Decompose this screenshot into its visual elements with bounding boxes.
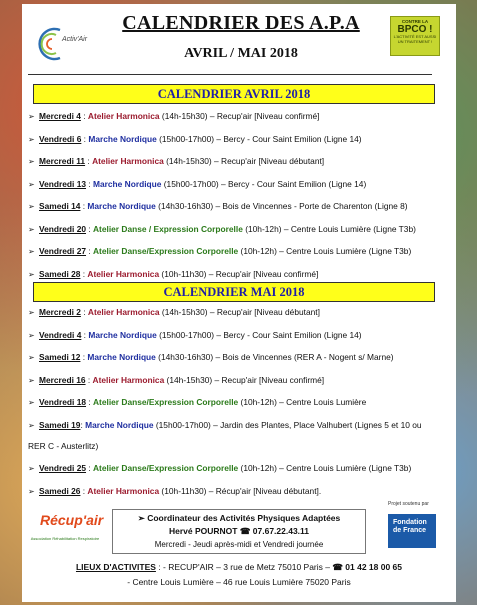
bpco-badge-line3: L'ACTIVITÉ EST AUSSI UN TRAITEMENT ! [393,34,437,44]
location-recupair: : - RECUP'AIR – 3 rue de Metz 75010 Paris – [155,562,333,572]
april-event-row [28,133,448,157]
event-separator: : [86,246,93,256]
event-activity: Atelier Harmonica [87,268,160,279]
event-date: Vendredi 6 [39,133,82,144]
header [22,4,456,82]
bullet-arrow-icon: ➢ [28,247,35,256]
event-details: (10h-11h30) – Recup'air [Niveau confirmé] [159,268,319,279]
recupair-logo-text: Récup'air [40,512,104,528]
coordinator-hours: Mercredi - Jeudi après-midi et Vendredi journée [154,540,324,549]
recupair-logo-tagline: Association Réhabilitation Respiratoire [30,536,100,541]
event-separator: : [86,178,93,189]
coordinator-title-text: Coordinateur des Activités Physiques Adaptées [147,513,341,523]
coordinator-contact: Hervé POURNOT ☎ 07.67.22.43.11 [168,526,310,536]
bullet-arrow-icon: ➢ [28,112,35,121]
event-separator: : [80,268,88,279]
event-activity: Marche Nordique [87,201,156,211]
location-phone: ☎ 01 42 18 00 65 [332,562,403,572]
event-activity: Atelier Harmonica [87,307,160,317]
page-subtitle: AVRIL / MAI 2018 [184,46,298,61]
event-details: (14h-15h30) – Recup'air [Niveau confirmé] [164,374,325,385]
event-details-continued: RER C - Austerlitz) [28,440,99,451]
event-details: (15h00-17h00) – Bercy - Cour Saint Emilion (Ligne 14) [156,133,362,144]
event-details: (14h-15h30) – Recup'air [Niveau débutant] [163,156,325,166]
event-activity: Marche Nordique [87,352,156,362]
event-separator: : [81,133,89,144]
event-activity: Marche Nordique [93,178,162,189]
event-activity: Marche Nordique [85,419,154,430]
bullet-arrow-icon: ➢ [28,353,35,362]
fondation-name: Fondation de France [388,514,436,548]
event-date: Mercredi 4 [39,111,81,121]
bullet-arrow-icon: ➢ [28,179,35,189]
bullet-arrow-icon: ➢ [28,269,35,279]
event-separator: : [81,329,89,340]
may-event-row [28,329,448,353]
coordinator-title: ➢ Coordinateur des Activités Physiques Adaptées [137,513,341,523]
event-details: (10h-12h) – Centre Louis Lumière (Ligne T3b) [242,223,416,234]
may-event-row [28,419,448,463]
event-activity: Marche Nordique [88,133,157,144]
april-event-row [28,110,448,134]
event-activity: Atelier Harmonica [87,111,160,121]
may-event-row [28,374,448,398]
locations-label: LIEUX D'ACTIVITES [75,562,156,572]
may-event-row [28,462,448,486]
event-separator: : [80,111,88,121]
event-date: Vendredi 25 [39,463,87,473]
bullet-arrow-icon: ➢ [28,486,35,496]
bullet-arrow-icon: ➢ [28,330,35,340]
bullet-arrow-icon: ➢ [28,420,35,430]
april-event-row [28,178,448,202]
event-separator: : [85,374,93,385]
event-details: (14h-15h30) – Recup'air [Niveau confirmé] [159,111,320,121]
event-separator: : [86,463,93,473]
event-separator: : [86,397,93,407]
event-date: Mercredi 16 [39,374,86,385]
event-separator: : [80,352,88,362]
event-date: Samedi 14 [39,201,81,211]
bullet-arrow-icon: ➢ [28,398,35,407]
event-activity: Atelier Danse/Expression Corporelle [93,463,239,473]
event-details: (10h-12h) – Centre Louis Lumière (Ligne T3b) [238,246,412,256]
bullet-arrow-icon: ➢ [28,224,35,234]
event-details: (14h-15h30) – Recup'air [Niveau débutant] [159,307,320,317]
activair-logo-text: Activ'Air [62,36,88,43]
location-line-2: - Centre Louis Lumière – 46 rue Louis Lumière 75020 Paris [127,577,351,587]
fondation-logo [388,502,442,552]
april-event-row [28,245,448,269]
event-date: Samedi 12 [39,352,81,362]
may-heading: CALENDRIER MAI 2018 [33,282,435,302]
may-event-row [28,485,448,509]
event-date: Samedi 19 [39,419,81,430]
event-separator: : [85,156,93,166]
event-activity: Atelier Harmonica [87,485,160,496]
event-details: (15h00-17h00) – Jardin des Plantes, Place Valhubert (Lignes 5 et 10 ou [153,419,422,430]
event-details: (10h-11h30) – Récup'air [Niveau débutant]. [159,485,322,496]
event-details: (15h00-17h00) – Bercy - Cour Saint Emilion (Ligne 14) [156,329,362,340]
calendar-sheet [22,4,456,602]
april-event-row [28,155,448,179]
event-date: Vendredi 18 [39,397,87,407]
event-date: Vendredi 4 [39,329,82,340]
april-event-row [28,223,448,247]
fondation-pre: Projet soutenu par [388,501,429,507]
bullet-arrow-icon: ➢ [28,134,35,144]
event-details: (10h-12h) – Centre Louis Lumière [238,397,367,407]
bpco-badge-line2: BPCO ! [397,24,433,35]
event-date: Mercredi 11 [39,156,86,166]
event-separator: : [80,201,88,211]
event-date: Mercredi 2 [39,307,81,317]
bullet-arrow-icon: ➢ [28,202,35,211]
bullet-arrow-icon: ➢ [28,464,35,473]
may-event-row [28,351,448,375]
bullet-arrow-icon: ➢ [28,375,35,385]
event-activity: Atelier Harmonica [92,374,165,385]
event-activity: Atelier Danse/Expression Corporelle [93,246,239,256]
activair-swirl-icon [32,24,66,64]
event-date: Vendredi 20 [39,223,87,234]
event-details: (14h30-16h30) – Bois de Vincennes - Porte de Charenton (Ligne 8) [155,201,408,211]
may-event-row [28,306,448,330]
event-separator: : [80,485,88,496]
event-activity: Atelier Danse/Expression Corporelle [93,397,239,407]
event-activity: Atelier Harmonica [92,156,164,166]
event-details: (14h30-16h30) – Bois de Vincennes (RER A - Nogent s/ Marne) [155,352,394,362]
event-date: Samedi 26 [39,485,81,496]
may-event-row [28,396,448,420]
bullet-arrow-icon: ➢ [28,157,35,166]
april-event-row [28,200,448,224]
event-date: Samedi 28 [39,268,81,279]
event-date: Vendredi 13 [39,178,87,189]
locations-block [22,560,456,590]
event-separator: : [80,419,86,430]
bullet-arrow-icon: ➢ [28,308,35,317]
event-separator: : [80,307,88,317]
page-title: CALENDRIER DES A.P.A [122,12,360,34]
event-activity: Atelier Danse / Expression Corporelle [93,223,243,234]
event-separator: : [86,223,93,234]
april-heading: CALENDRIER AVRIL 2018 [33,84,435,104]
event-details: (10h-12h) – Centre Louis Lumière (Ligne T3b) [238,463,412,473]
location-line-1 [22,560,456,575]
header-divider [28,74,432,75]
bpco-badge [390,16,440,56]
bpco-badge-line1: CONTRE LA [401,19,429,24]
event-activity: Marche Nordique [88,329,157,340]
coordinator-box [112,509,366,554]
recupair-logo [28,508,104,556]
event-date: Vendredi 27 [39,246,87,256]
event-details: (15h00-17h00) – Bercy - Cour Saint Emilion (Ligne 14) [161,178,367,189]
